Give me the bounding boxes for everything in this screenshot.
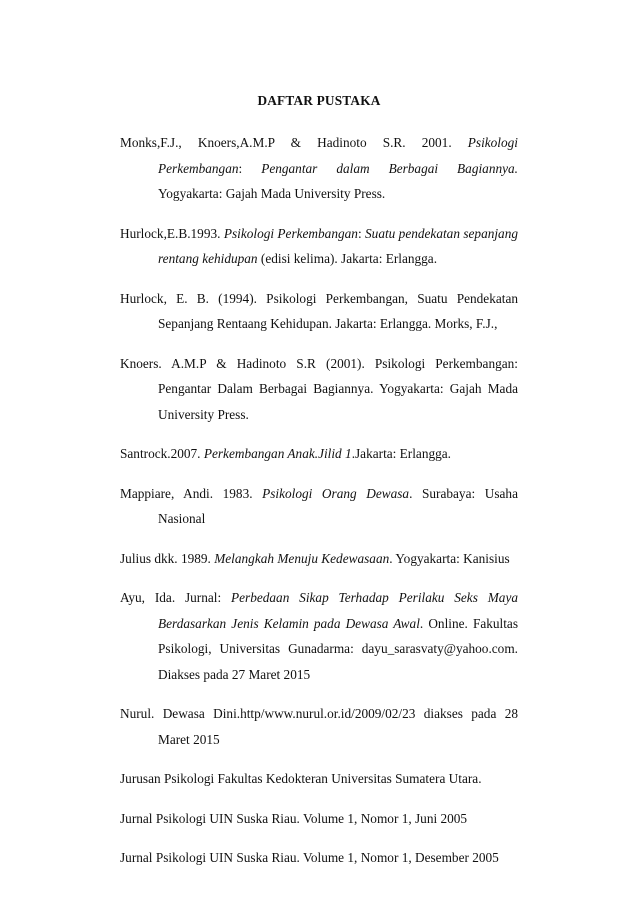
reference-separator: : (238, 160, 262, 176)
reference-publisher: . Surabaya: Usaha Nasional (158, 485, 518, 526)
reference-title: Psikologi Perkembangan (158, 135, 518, 176)
reference-authors: Mappiare, Andi. 1983. (120, 485, 263, 501)
reference-publisher: . Yogyakarta: Kanisius (389, 550, 510, 566)
reference-title: Melangkah Menuju Kedewasaan (214, 550, 390, 566)
reference-authors: Ayu, Ida. Jurnal: (120, 590, 231, 605)
reference-authors: Monks,F.J., Knoers,A.M.P & Hadinoto S.R. 2001. (120, 135, 468, 150)
reference-item: Hurlock, E. B. (1994). Psikologi Perkembangan, Suatu Pendekatan Sepanjang Rentaang Kehidupan. Jakarta: Erlangga. Morks, F.J., (120, 290, 518, 331)
reference-item (120, 481, 518, 532)
reference-publisher: (edisi kelima). Jakarta: Erlangga. (257, 251, 438, 266)
reference-item: Jurusan Psikologi Fakultas Kedokteran Universitas Sumatera Utara. (120, 771, 482, 786)
reference-list (120, 130, 518, 885)
reference-item: Jurnal Psikologi UIN Suska Riau. Volume 1, Nomor 1, Desember 2005 (120, 850, 499, 865)
page-title: DAFTAR PUSTAKA (257, 93, 381, 108)
reference-item: Nurul. Dewasa Dini.http/www.nurul.or.id/2009/02/23 diakses pada 28 Maret 2015 (120, 706, 518, 747)
reference-title: Perbedaan Sikap Terhadap Perilaku Seks Maya Berdasarkan Jenis Kelamin pada Dewasa Awal (158, 590, 518, 631)
reference-subtitle: Pengantar dalam Berbagai Bagiannya. (261, 160, 518, 176)
reference-item (120, 546, 518, 572)
reference-authors: Santrock.2007. (120, 446, 204, 461)
reference-item (120, 221, 518, 272)
reference-item (120, 585, 518, 687)
reference-item: Knoers. A.M.P & Hadinoto S.R (2001). Psikologi Perkembangan: Pengantar Dalam Berbagai Bagiannya. Yogyakarta: Gajah Mada University Press. (120, 355, 518, 422)
reference-item: Jurnal Psikologi UIN Suska Riau. Volume 1, Nomor 1, Juni 2005 (120, 810, 468, 826)
reference-subtitle: Suatu pendekatan sepanjang rentang kehidupan (158, 225, 519, 266)
reference-authors: Julius dkk. 1989. (120, 550, 215, 566)
reference-item (120, 441, 518, 467)
reference-authors: Hurlock,E.B.1993. (120, 225, 224, 241)
reference-publisher: Yogyakarta: Gajah Mada University Press. (158, 186, 386, 201)
reference-item (120, 130, 518, 207)
reference-title: Perkembangan Anak.Jilid 1 (203, 446, 352, 461)
reference-separator: : (357, 225, 366, 241)
reference-publisher: . Online. Fakultas Psikologi, Universitas Gunadarma: dayu_sarasvaty@yahoo.com. Diakses pada 27 Maret 2015 (158, 615, 519, 682)
reference-title: Psikologi Orang Dewasa (262, 485, 410, 501)
reference-title: Psikologi Perkembangan (223, 225, 358, 241)
reference-publisher: .Jakarta: Erlangga. (351, 446, 451, 461)
